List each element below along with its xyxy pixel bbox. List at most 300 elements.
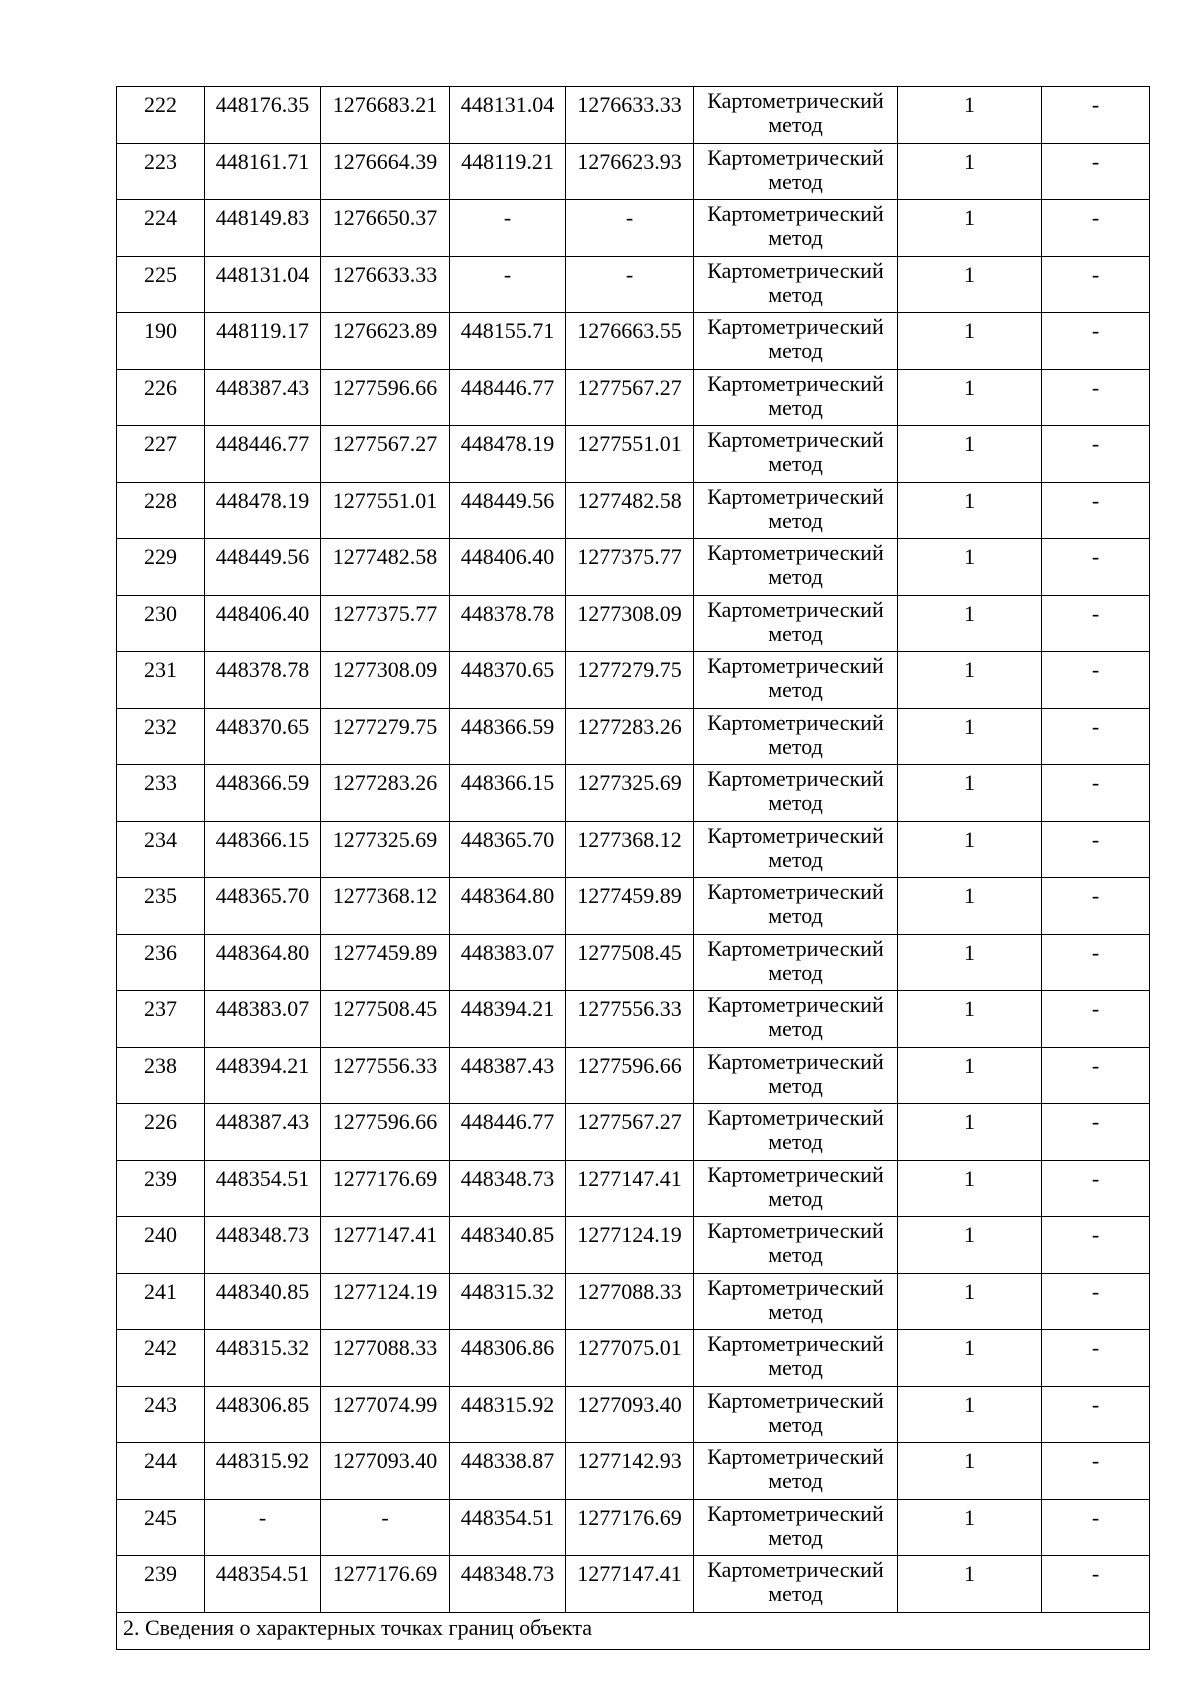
y-coordinate-cell: 1276664.39 <box>321 143 450 200</box>
note-cell: - <box>1042 1273 1150 1330</box>
method-cell <box>694 1104 898 1161</box>
y-coordinate-cell: 1277176.69 <box>321 1556 450 1613</box>
method-label-line1: Картометрический <box>707 88 884 113</box>
section-title: 2. Сведения о характерных точках границ объекта <box>117 1612 1150 1649</box>
table-row <box>117 369 1150 426</box>
y-coordinate-cell: 1277074.99 <box>321 1386 450 1443</box>
point-number-cell: 190 <box>117 313 205 370</box>
y-coordinate-cell: 1277176.69 <box>566 1499 694 1556</box>
x-coordinate-cell: 448119.21 <box>450 143 566 200</box>
y-coordinate-cell: 1277567.27 <box>321 426 450 483</box>
method-cell <box>694 482 898 539</box>
method-label-line2: метод <box>768 1468 823 1493</box>
y-coordinate-cell: 1277368.12 <box>566 821 694 878</box>
table-row <box>117 595 1150 652</box>
accuracy-cell: 1 <box>898 595 1042 652</box>
method-cell <box>694 1330 898 1387</box>
table-row <box>117 1386 1150 1443</box>
y-coordinate-cell: 1276633.33 <box>321 256 450 313</box>
x-coordinate-cell: 448378.78 <box>205 652 321 709</box>
point-number-cell: 234 <box>117 821 205 878</box>
method-label-line2: метод <box>768 1581 823 1606</box>
method-cell <box>694 1047 898 1104</box>
note-cell: - <box>1042 313 1150 370</box>
y-coordinate-cell: 1277596.66 <box>321 1104 450 1161</box>
y-coordinate-cell: - <box>321 1499 450 1556</box>
method-label-line1: Картометрический <box>707 879 884 904</box>
method-label-line2: метод <box>768 168 823 194</box>
accuracy-cell: 1 <box>898 765 1042 822</box>
note-cell: - <box>1042 1160 1150 1217</box>
method-label-line2: метод <box>768 1242 823 1267</box>
point-number-cell: 239 <box>117 1160 205 1217</box>
x-coordinate-cell: 448387.43 <box>205 369 321 426</box>
y-coordinate-cell: 1277482.58 <box>566 482 694 539</box>
accuracy-cell: 1 <box>898 991 1042 1048</box>
table-row <box>117 200 1150 257</box>
method-cell <box>694 539 898 596</box>
table-row <box>117 482 1150 539</box>
method-label-line1: Картометрический <box>707 822 884 848</box>
x-coordinate-cell: 448306.85 <box>205 1386 321 1443</box>
method-label-line2: метод <box>768 1016 823 1041</box>
accuracy-cell: 1 <box>898 1556 1042 1613</box>
table-row <box>117 539 1150 596</box>
accuracy-cell: 1 <box>898 652 1042 709</box>
y-coordinate-cell: 1277567.27 <box>566 369 694 426</box>
note-cell: - <box>1042 1217 1150 1274</box>
x-coordinate-cell: 448348.73 <box>450 1556 566 1613</box>
y-coordinate-cell: 1277567.27 <box>566 1104 694 1161</box>
table-row <box>117 313 1150 370</box>
method-label-line2: метод <box>768 112 823 137</box>
table-row <box>117 934 1150 991</box>
y-coordinate-cell: 1277508.45 <box>566 934 694 991</box>
y-coordinate-cell: 1277279.75 <box>321 708 450 765</box>
method-label-line2: метод <box>768 1298 823 1324</box>
method-cell <box>694 595 898 652</box>
method-cell <box>694 143 898 200</box>
x-coordinate-cell: 448366.59 <box>205 765 321 822</box>
y-coordinate-cell: 1277124.19 <box>321 1273 450 1330</box>
point-number-cell: 230 <box>117 595 205 652</box>
method-label-line1: Картометрический <box>707 1105 884 1130</box>
method-label-line2: метод <box>768 1411 823 1437</box>
note-cell: - <box>1042 991 1150 1048</box>
x-coordinate-cell: 448315.92 <box>450 1386 566 1443</box>
method-label-line2: метод <box>768 1524 823 1550</box>
point-number-cell: 231 <box>117 652 205 709</box>
table-body <box>117 87 1150 1613</box>
table-row <box>117 821 1150 878</box>
y-coordinate-cell: 1277124.19 <box>566 1217 694 1274</box>
x-coordinate-cell: 448387.43 <box>205 1104 321 1161</box>
x-coordinate-cell: - <box>205 1499 321 1556</box>
method-label-line1: Картометрический <box>707 1274 884 1300</box>
x-coordinate-cell: - <box>450 200 566 257</box>
table-row <box>117 991 1150 1048</box>
point-number-cell: 237 <box>117 991 205 1048</box>
x-coordinate-cell: 448370.65 <box>205 708 321 765</box>
method-cell <box>694 426 898 483</box>
method-label-line2: метод <box>768 281 823 307</box>
y-coordinate-cell: 1277147.41 <box>321 1217 450 1274</box>
method-cell <box>694 313 898 370</box>
method-label-line2: метод <box>768 1355 823 1380</box>
table-row <box>117 1104 1150 1161</box>
accuracy-cell: 1 <box>898 1273 1042 1330</box>
x-coordinate-cell: 448161.71 <box>205 143 321 200</box>
table-row <box>117 765 1150 822</box>
x-coordinate-cell: 448387.43 <box>450 1047 566 1104</box>
method-cell <box>694 991 898 1048</box>
table-row <box>117 1047 1150 1104</box>
accuracy-cell: 1 <box>898 426 1042 483</box>
method-label-line2: метод <box>768 564 823 589</box>
method-label-line2: метод <box>768 338 823 363</box>
y-coordinate-cell: 1277325.69 <box>566 765 694 822</box>
point-number-cell: 241 <box>117 1273 205 1330</box>
method-cell <box>694 87 898 144</box>
method-label-line2: метод <box>768 394 823 420</box>
x-coordinate-cell: 448383.07 <box>205 991 321 1048</box>
note-cell: - <box>1042 539 1150 596</box>
x-coordinate-cell: 448449.56 <box>205 539 321 596</box>
method-label-line2: метод <box>768 790 823 815</box>
x-coordinate-cell: 448478.19 <box>205 482 321 539</box>
method-label-line1: Картометрический <box>707 370 884 396</box>
method-cell <box>694 765 898 822</box>
point-number-cell: 238 <box>117 1047 205 1104</box>
note-cell: - <box>1042 1556 1150 1613</box>
table-row <box>117 426 1150 483</box>
y-coordinate-cell: 1276663.55 <box>566 313 694 370</box>
note-cell: - <box>1042 1499 1150 1556</box>
point-number-cell: 223 <box>117 143 205 200</box>
table-row <box>117 1499 1150 1556</box>
point-number-cell: 235 <box>117 878 205 935</box>
method-cell <box>694 1217 898 1274</box>
x-coordinate-cell: 448383.07 <box>450 934 566 991</box>
coordinates-table <box>116 86 1150 1650</box>
y-coordinate-cell: 1277279.75 <box>566 652 694 709</box>
point-number-cell: 242 <box>117 1330 205 1387</box>
y-coordinate-cell: 1277142.93 <box>566 1443 694 1500</box>
method-label-line1: Картометрический <box>707 596 884 622</box>
point-number-cell: 225 <box>117 256 205 313</box>
y-coordinate-cell: 1277283.26 <box>321 765 450 822</box>
x-coordinate-cell: 448119.17 <box>205 313 321 370</box>
point-number-cell: 233 <box>117 765 205 822</box>
y-coordinate-cell: 1276633.33 <box>566 87 694 144</box>
table-row <box>117 1273 1150 1330</box>
y-coordinate-cell: 1276623.89 <box>321 313 450 370</box>
note-cell: - <box>1042 1047 1150 1104</box>
note-cell: - <box>1042 821 1150 878</box>
note-cell: - <box>1042 200 1150 257</box>
method-label-line1: Картометрический <box>707 935 884 961</box>
method-label-line1: Картометрический <box>707 1331 884 1356</box>
point-number-cell: 222 <box>117 87 205 144</box>
x-coordinate-cell: 448340.85 <box>205 1273 321 1330</box>
accuracy-cell: 1 <box>898 313 1042 370</box>
y-coordinate-cell: 1277308.09 <box>321 652 450 709</box>
method-cell <box>694 878 898 935</box>
y-coordinate-cell: 1277308.09 <box>566 595 694 652</box>
x-coordinate-cell: 448446.77 <box>450 1104 566 1161</box>
x-coordinate-cell: 448315.32 <box>450 1273 566 1330</box>
accuracy-cell: 1 <box>898 256 1042 313</box>
y-coordinate-cell: 1277556.33 <box>566 991 694 1048</box>
method-label-line2: метод <box>768 903 823 928</box>
method-label-line1: Картометрический <box>707 766 884 791</box>
y-coordinate-cell: 1277093.40 <box>566 1386 694 1443</box>
section-row <box>117 1612 1150 1649</box>
table-row <box>117 878 1150 935</box>
x-coordinate-cell: 448149.83 <box>205 200 321 257</box>
point-number-cell: 227 <box>117 426 205 483</box>
method-label-line1: Картометрический <box>707 992 884 1017</box>
y-coordinate-cell: 1277375.77 <box>566 539 694 596</box>
accuracy-cell: 1 <box>898 1443 1042 1500</box>
x-coordinate-cell: 448366.15 <box>205 821 321 878</box>
method-label-line1: Картометрический <box>707 1500 884 1526</box>
x-coordinate-cell: 448394.21 <box>205 1047 321 1104</box>
method-cell <box>694 821 898 878</box>
x-coordinate-cell: 448155.71 <box>450 313 566 370</box>
x-coordinate-cell: 448394.21 <box>450 991 566 1048</box>
note-cell: - <box>1042 765 1150 822</box>
accuracy-cell: 1 <box>898 143 1042 200</box>
x-coordinate-cell: 448131.04 <box>450 87 566 144</box>
accuracy-cell: 1 <box>898 482 1042 539</box>
x-coordinate-cell: 448406.40 <box>450 539 566 596</box>
point-number-cell: 239 <box>117 1556 205 1613</box>
method-label-line2: метод <box>768 846 823 872</box>
x-coordinate-cell: 448348.73 <box>450 1160 566 1217</box>
method-cell <box>694 1273 898 1330</box>
x-coordinate-cell: 448406.40 <box>205 595 321 652</box>
table-row <box>117 256 1150 313</box>
method-label-line1: Картометрический <box>707 257 884 283</box>
table-row <box>117 143 1150 200</box>
note-cell: - <box>1042 595 1150 652</box>
x-coordinate-cell: 448340.85 <box>450 1217 566 1274</box>
point-number-cell: 229 <box>117 539 205 596</box>
method-cell <box>694 652 898 709</box>
note-cell: - <box>1042 1443 1150 1500</box>
table-row <box>117 1443 1150 1500</box>
y-coordinate-cell: 1277147.41 <box>566 1160 694 1217</box>
y-coordinate-cell: 1277088.33 <box>566 1273 694 1330</box>
method-cell <box>694 256 898 313</box>
x-coordinate-cell: 448364.80 <box>205 934 321 991</box>
x-coordinate-cell: 448354.51 <box>205 1160 321 1217</box>
y-coordinate-cell: 1276650.37 <box>321 200 450 257</box>
accuracy-cell: 1 <box>898 1386 1042 1443</box>
x-coordinate-cell: 448306.86 <box>450 1330 566 1387</box>
note-cell: - <box>1042 143 1150 200</box>
method-cell <box>694 1443 898 1500</box>
method-cell <box>694 1499 898 1556</box>
x-coordinate-cell: 448348.73 <box>205 1217 321 1274</box>
accuracy-cell: 1 <box>898 1499 1042 1556</box>
method-label-line2: метод <box>768 225 823 250</box>
method-cell <box>694 708 898 765</box>
table-row <box>117 652 1150 709</box>
method-label-line1: Картометрический <box>707 1048 884 1074</box>
table-row <box>117 1160 1150 1217</box>
method-label-line1: Картометрический <box>707 1161 884 1187</box>
y-coordinate-cell: - <box>566 256 694 313</box>
method-label-line2: метод <box>768 620 823 646</box>
note-cell: - <box>1042 369 1150 426</box>
note-cell: - <box>1042 878 1150 935</box>
method-label-line1: Картометрический <box>707 1387 884 1413</box>
method-label-line2: метод <box>768 1185 823 1211</box>
point-number-cell: 245 <box>117 1499 205 1556</box>
accuracy-cell: 1 <box>898 1047 1042 1104</box>
method-label-line2: метод <box>768 1072 823 1098</box>
x-coordinate-cell: 448446.77 <box>450 369 566 426</box>
accuracy-cell: 1 <box>898 1217 1042 1274</box>
method-label-line1: Картометрический <box>707 1444 884 1469</box>
point-number-cell: 236 <box>117 934 205 991</box>
y-coordinate-cell: 1276623.93 <box>566 143 694 200</box>
table-row <box>117 87 1150 144</box>
accuracy-cell: 1 <box>898 708 1042 765</box>
point-number-cell: 226 <box>117 1104 205 1161</box>
y-coordinate-cell: 1277459.89 <box>566 878 694 935</box>
method-label-line1: Картометрический <box>707 427 884 452</box>
y-coordinate-cell: 1277093.40 <box>321 1443 450 1500</box>
y-coordinate-cell: 1277147.41 <box>566 1556 694 1613</box>
y-coordinate-cell: 1277551.01 <box>321 482 450 539</box>
note-cell: - <box>1042 1330 1150 1387</box>
accuracy-cell: 1 <box>898 1330 1042 1387</box>
point-number-cell: 240 <box>117 1217 205 1274</box>
point-number-cell: 226 <box>117 369 205 426</box>
note-cell: - <box>1042 652 1150 709</box>
method-cell <box>694 1160 898 1217</box>
accuracy-cell: 1 <box>898 1160 1042 1217</box>
note-cell: - <box>1042 256 1150 313</box>
method-cell <box>694 934 898 991</box>
x-coordinate-cell: 448446.77 <box>205 426 321 483</box>
method-cell <box>694 200 898 257</box>
table-row <box>117 1556 1150 1613</box>
x-coordinate-cell: 448338.87 <box>450 1443 566 1500</box>
method-label-line1: Картометрический <box>707 709 884 735</box>
x-coordinate-cell: 448366.15 <box>450 765 566 822</box>
note-cell: - <box>1042 426 1150 483</box>
method-label-line2: метод <box>768 507 823 533</box>
x-coordinate-cell: 448315.92 <box>205 1443 321 1500</box>
accuracy-cell: 1 <box>898 87 1042 144</box>
table-row <box>117 708 1150 765</box>
x-coordinate-cell: 448365.70 <box>450 821 566 878</box>
y-coordinate-cell: 1277508.45 <box>321 991 450 1048</box>
x-coordinate-cell: 448315.32 <box>205 1330 321 1387</box>
method-label-line1: Картометрический <box>707 1218 884 1243</box>
y-coordinate-cell: 1277176.69 <box>321 1160 450 1217</box>
y-coordinate-cell: 1277596.66 <box>321 369 450 426</box>
y-coordinate-cell: 1277551.01 <box>566 426 694 483</box>
point-number-cell: 224 <box>117 200 205 257</box>
y-coordinate-cell: 1277283.26 <box>566 708 694 765</box>
x-coordinate-cell: 448449.56 <box>450 482 566 539</box>
accuracy-cell: 1 <box>898 369 1042 426</box>
note-cell: - <box>1042 708 1150 765</box>
x-coordinate-cell: 448131.04 <box>205 256 321 313</box>
x-coordinate-cell: 448378.78 <box>450 595 566 652</box>
method-cell <box>694 1386 898 1443</box>
method-label-line1: Картометрический <box>707 314 884 339</box>
method-label-line1: Картометрический <box>707 144 884 170</box>
x-coordinate-cell: - <box>450 256 566 313</box>
y-coordinate-cell: 1276683.21 <box>321 87 450 144</box>
y-coordinate-cell: 1277556.33 <box>321 1047 450 1104</box>
accuracy-cell: 1 <box>898 934 1042 991</box>
method-label-line1: Картометрический <box>707 540 884 565</box>
note-cell: - <box>1042 934 1150 991</box>
method-label-line2: метод <box>768 1129 823 1154</box>
x-coordinate-cell: 448365.70 <box>205 878 321 935</box>
y-coordinate-cell: - <box>566 200 694 257</box>
x-coordinate-cell: 448370.65 <box>450 652 566 709</box>
x-coordinate-cell: 448366.59 <box>450 708 566 765</box>
x-coordinate-cell: 448478.19 <box>450 426 566 483</box>
point-number-cell: 244 <box>117 1443 205 1500</box>
y-coordinate-cell: 1277375.77 <box>321 595 450 652</box>
y-coordinate-cell: 1277596.66 <box>566 1047 694 1104</box>
method-label-line2: метод <box>768 959 823 985</box>
y-coordinate-cell: 1277368.12 <box>321 878 450 935</box>
method-label-line2: метод <box>768 677 823 702</box>
accuracy-cell: 1 <box>898 200 1042 257</box>
method-label-line2: метод <box>768 733 823 759</box>
accuracy-cell: 1 <box>898 878 1042 935</box>
method-label-line1: Картометрический <box>707 653 884 678</box>
y-coordinate-cell: 1277459.89 <box>321 934 450 991</box>
method-label-line1: Картометрический <box>707 201 884 226</box>
table-row <box>117 1217 1150 1274</box>
method-label-line1: Картометрический <box>707 483 884 509</box>
y-coordinate-cell: 1277482.58 <box>321 539 450 596</box>
note-cell: - <box>1042 87 1150 144</box>
y-coordinate-cell: 1277325.69 <box>321 821 450 878</box>
point-number-cell: 232 <box>117 708 205 765</box>
point-number-cell: 228 <box>117 482 205 539</box>
accuracy-cell: 1 <box>898 1104 1042 1161</box>
y-coordinate-cell: 1277088.33 <box>321 1330 450 1387</box>
x-coordinate-cell: 448364.80 <box>450 878 566 935</box>
y-coordinate-cell: 1277075.01 <box>566 1330 694 1387</box>
accuracy-cell: 1 <box>898 539 1042 596</box>
method-label-line1: Картометрический <box>707 1557 884 1582</box>
accuracy-cell: 1 <box>898 821 1042 878</box>
x-coordinate-cell: 448354.51 <box>205 1556 321 1613</box>
x-coordinate-cell: 448176.35 <box>205 87 321 144</box>
note-cell: - <box>1042 1104 1150 1161</box>
table-row <box>117 1330 1150 1387</box>
x-coordinate-cell: 448354.51 <box>450 1499 566 1556</box>
method-label-line2: метод <box>768 451 823 476</box>
note-cell: - <box>1042 1386 1150 1443</box>
method-cell <box>694 1556 898 1613</box>
method-cell <box>694 369 898 426</box>
point-number-cell: 243 <box>117 1386 205 1443</box>
